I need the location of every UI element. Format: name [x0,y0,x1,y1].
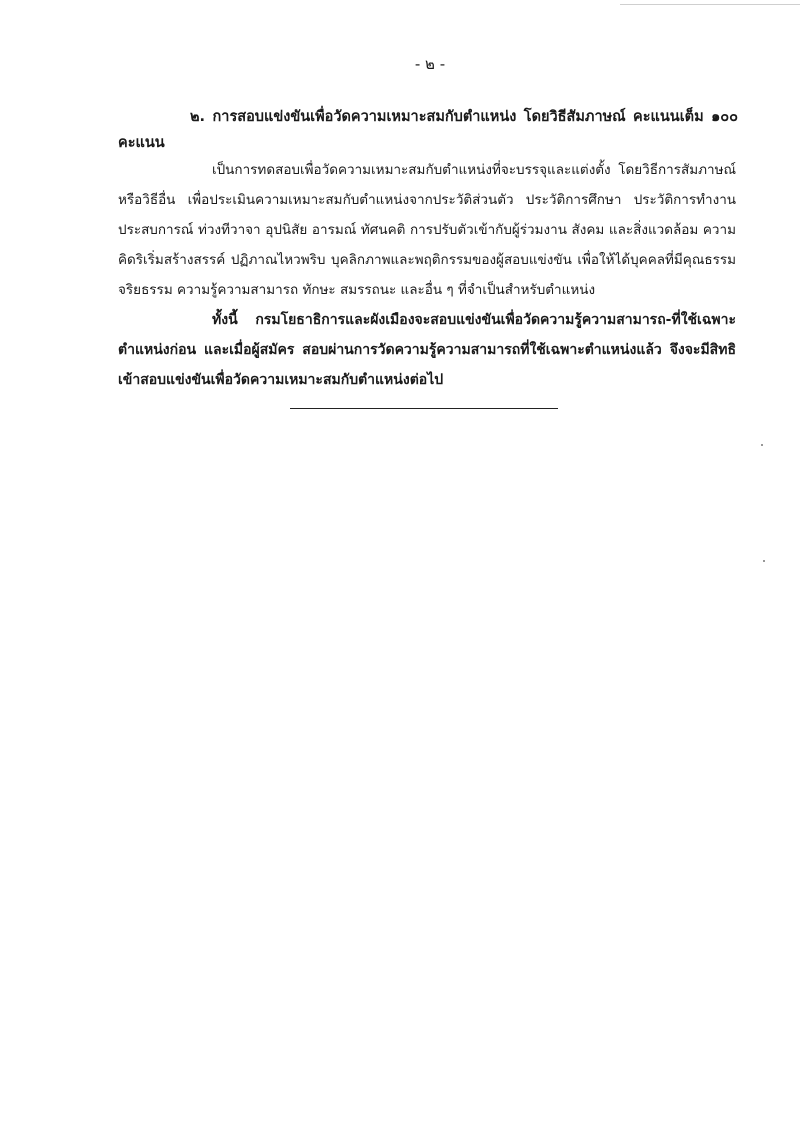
scan-edge-line [620,4,800,5]
section-heading-text: ๒. การสอบแข่งขันเพื่อวัดความเหมาะสมกับตำแหน่ง โดยวิธีสัมภาษณ์ คะแนนเต็ม ๑๐๐ คะแนน [118,109,738,151]
end-of-document-rule [290,408,558,409]
scan-speck [763,560,765,562]
scan-speck [761,444,763,446]
closing-note-text: ทั้งนี้ กรมโยธาธิการและผังเมืองจะสอบแข่งขันเพื่อวัดความรู้ความสามารถ-ที่ใช้เฉพาะตำแหน่งก่อน และเมื่อผู้สมัคร สอบผ่านการวัดความรู้ความสามารถที่ใช้เฉพาะตำแหน่งแล้ว จึงจะมีสิทธิเข้าสอบแข่งขันเพื่อวัดความเหมาะสมกับตำแหน่งต่อไป [118,312,736,388]
section-body-paragraph [118,155,736,305]
closing-note-paragraph [118,305,736,395]
section-heading [118,104,738,156]
section-body-text: เป็นการทดสอบเพื่อวัดความเหมาะสมกับตำแหน่งที่จะบรรจุและแต่งตั้ง โดยวิธีการสัมภาษณ์ หรือวิธีอื่น เพื่อประเมินความเหมาะสมกับตำแหน่งจากประวัติส่วนตัว ประวัติการศึกษา ประวัติการทำงาน ประสบการณ์ ท่วงทีวาจา อุปนิสัย อารมณ์ ทัศนคติ การปรับตัวเข้ากับผู้ร่วมงาน สังคม และสิ่งแวดล้อม ความคิดริเริ่มสร้างสรรค์ ปฏิภาณไหวพริบ บุคลิกภาพและพฤติกรรมของผู้สอบแข่งขัน เพื่อให้ได้บุคคลที่มีคุณธรรม จริยธรรม ความรู้ความสามารถ ทักษะ สมรรถนะ และอื่น ๆ ที่จำเป็นสำหรับตำแหน่ง [118,162,736,298]
page-number: - ๒ - [414,55,446,73]
